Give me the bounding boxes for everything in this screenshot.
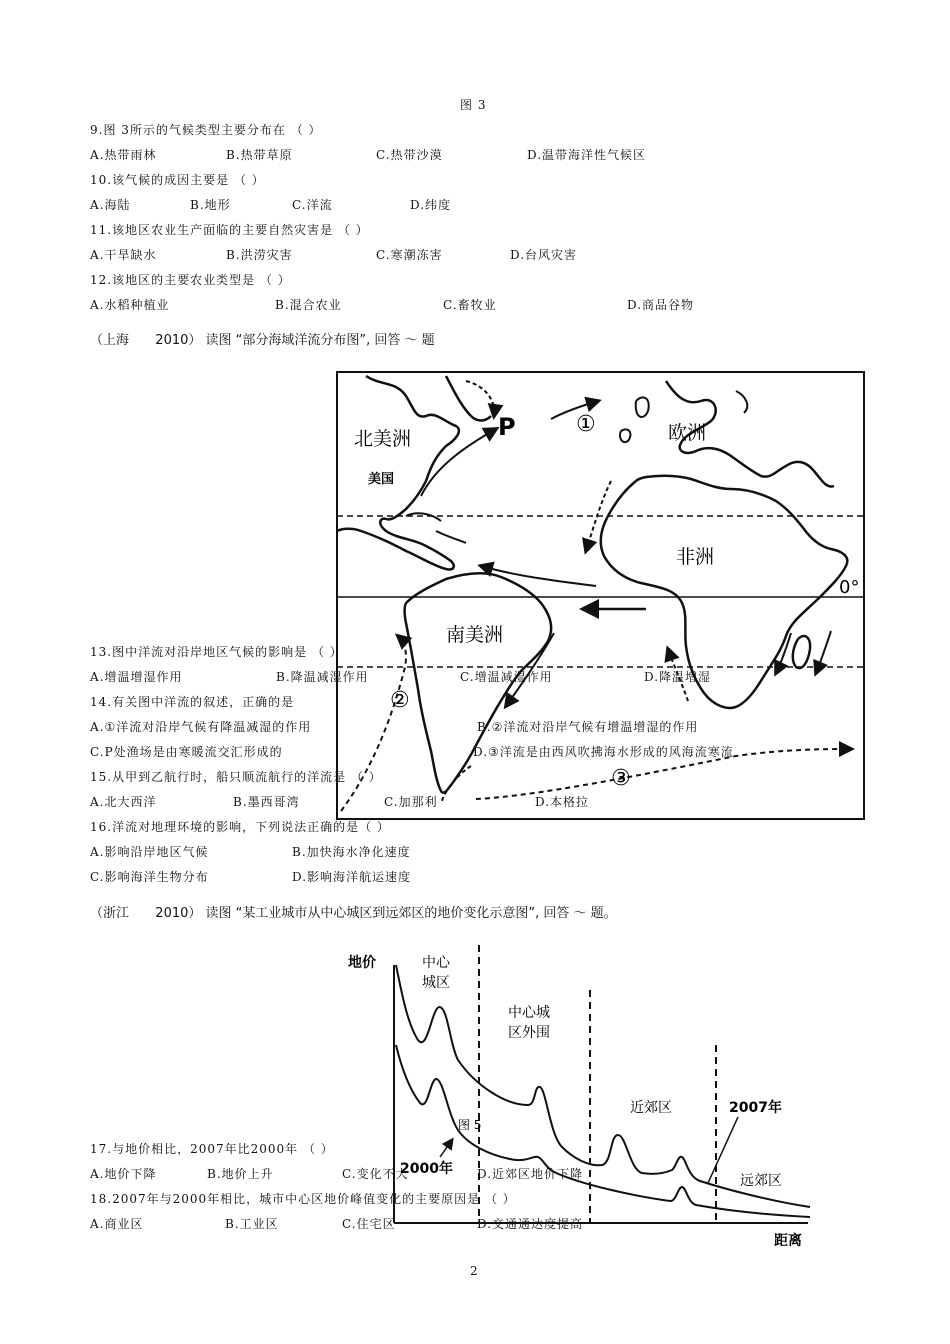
section1-header [90,333,435,348]
q15-option-c[interactable]: C.加那利 [384,795,438,809]
zone-label-center-l1: 中心 [422,955,450,971]
label-usa: 美国 [368,472,395,487]
q17-option-d[interactable]: D.近郊区地价下降 [477,1167,584,1181]
q10-option-b[interactable]: B.地形 [190,198,231,212]
zone-label-center-l2: 城区 [422,975,450,991]
q9-stem: 9.图 3所示的气候类型主要分布在 （ ） [90,123,322,137]
y-axis-label: 地价 [348,955,376,971]
q10-option-a[interactable]: A.海陆 [90,198,131,212]
label-africa: 非洲 [676,546,715,568]
q17-option-b[interactable]: B.地价上升 [207,1167,274,1181]
section1-year: 2010） [155,333,202,348]
series-2000-pointer [440,1140,452,1157]
section1-text: 读图 “部分海域洋流分布图”, 回答 ～ 题 [205,333,435,348]
q12-option-b[interactable]: B.混合农业 [275,298,342,312]
section2-text: 读图 “某工业城市从中心城区到远郊区的地价变化示意图”, 回答 ～ 题。 [205,906,617,921]
q12-option-c[interactable]: C.畜牧业 [443,298,497,312]
q15-option-b[interactable]: B.墨西哥湾 [233,795,300,809]
q12-option-a[interactable]: A.水稻种植业 [90,298,170,312]
q9-option-c[interactable]: C.热带沙漠 [376,148,443,162]
series-2000-label: 2000年 [400,1161,453,1177]
q12-option-d[interactable]: D.商品谷物 [627,298,695,312]
section2-header [90,906,617,921]
zone-label-outer-l1: 中心城 [508,1005,550,1021]
label-circle-3: ③ [611,766,631,791]
label-north-america: 北美洲 [354,428,412,450]
q11-option-c[interactable]: C.寒潮冻害 [376,248,443,262]
q10-option-d[interactable]: D.纬度 [410,198,452,212]
q18-option-a[interactable]: A.商业区 [90,1217,144,1231]
label-circle-1: ① [576,412,596,437]
q14-option-a[interactable]: A.①洋流对沿岸气候有降温减湿的作用 [90,720,312,734]
zone-label-near: 近郊区 [630,1100,672,1116]
q13-stem: 13.图中洋流对沿岸地区气候的影响是 （ ） [90,645,343,659]
q13-option-d[interactable]: D.降温增湿 [644,670,712,684]
q9-option-b[interactable]: B.热带草原 [226,148,293,162]
q16-option-a[interactable]: A.影响沿岸地区气候 [90,845,209,859]
q18-option-d[interactable]: D.交通通达度提高 [477,1217,584,1231]
section2-prefix: （浙江 [90,906,130,921]
x-axis-label: 距离 [774,1233,802,1249]
zone-label-outer-l2: 区外围 [508,1025,550,1041]
fig5-caption: 图 5 [458,1118,482,1132]
q13-option-c[interactable]: C.增温减湿作用 [460,670,553,684]
q14-option-c[interactable]: C.P处渔场是由寒暖流交汇形成的 [90,745,283,759]
q13-option-b[interactable]: B.降温减湿作用 [276,670,369,684]
q17-option-a[interactable]: A.地价下降 [90,1167,157,1181]
label-europe: 欧洲 [668,422,707,444]
q11-option-b[interactable]: B.洪涝灾害 [226,248,293,262]
label-south-america: 南美洲 [446,624,504,646]
section2-year: 2010） [155,906,202,921]
page-number: 2 [470,1264,479,1278]
q14-option-d[interactable]: D.③洋流是由西风吹拂海水形成的风海流寒流 [473,745,734,759]
q17-option-c[interactable]: C.变化不大 [342,1167,409,1181]
q16-option-c[interactable]: C.影响海洋生物分布 [90,870,209,884]
label-p: P [498,413,516,441]
q14-option-b[interactable]: B.②洋流对沿岸气候有增温增湿的作用 [477,720,699,734]
series-2007-line [396,965,810,1207]
q12-stem: 12.该地区的主要农业类型是 （ ） [90,273,291,287]
zone-label-center [422,954,451,991]
q14-stem: 14.有关图中洋流的叙述，正确的是 [90,695,295,709]
q11-stem: 11.该地区农业生产面临的主要自然灾害是 （ ） [90,223,369,237]
q11-option-d[interactable]: D.台风灾害 [510,248,578,262]
q18-stem: 18.2007年与2000年相比，城市中心区地价峰值变化的主要原因是 （ ） [90,1192,516,1206]
q10-stem: 10.该气候的成因主要是 （ ） [90,173,265,187]
zone-label-outer [508,1004,550,1041]
series-2007-label: 2007年 [729,1100,782,1116]
zone-label-far: 远郊区 [740,1173,782,1189]
q11-option-a[interactable]: A.干旱缺水 [90,248,157,262]
q15-stem: 15.从甲到乙航行时，船只顺流航行的洋流是 （ ） [90,770,382,784]
fig3-caption: 图 3 [460,98,487,112]
q17-stem: 17.与地价相比，2007年比2000年 （ ） [90,1142,334,1156]
q9-option-a[interactable]: A.热带雨林 [90,148,157,162]
q13-option-a[interactable]: A.增温增湿作用 [90,670,183,684]
q18-option-c[interactable]: C.住宅区 [342,1217,396,1231]
q9-option-d[interactable]: D.温带海洋性气候区 [527,148,647,162]
section1-prefix: （上海 [90,333,130,348]
q16-option-b[interactable]: B.加快海水净化速度 [292,845,411,859]
label-zero-deg: 0° [839,577,860,598]
label-circle-2: ② [390,688,410,713]
q16-option-d[interactable]: D.影响海洋航运速度 [292,870,412,884]
q16-stem: 16.洋流对地理环境的影响，下列说法正确的是（ ） [90,820,390,834]
q10-option-c[interactable]: C.洋流 [292,198,333,212]
q18-option-b[interactable]: B.工业区 [225,1217,279,1231]
q15-option-a[interactable]: A.北大西洋 [90,795,157,809]
q15-option-d[interactable]: D.本格拉 [535,795,590,809]
series-2007-pointer [708,1117,738,1183]
